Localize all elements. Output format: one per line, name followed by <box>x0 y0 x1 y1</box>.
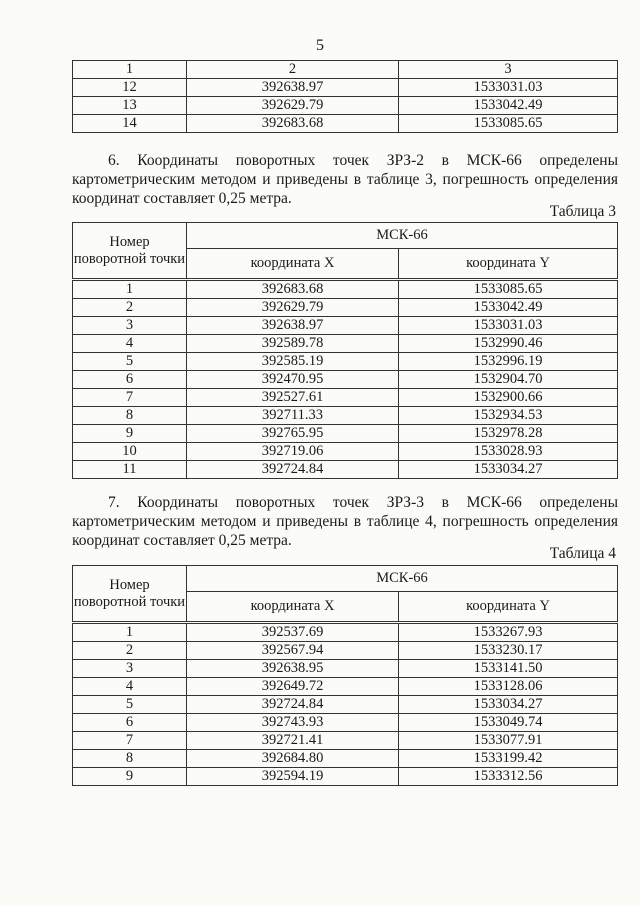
table-row <box>73 660 618 678</box>
coord-y-cell: 1533034.27 <box>399 461 618 479</box>
col-x-header: координата X <box>187 592 399 623</box>
coord-y-cell: 1533312.56 <box>399 768 618 786</box>
table-3 <box>72 222 618 479</box>
coord-y-cell: 1532996.19 <box>399 353 618 371</box>
coord-y-cell: 1533077.91 <box>399 732 618 750</box>
table-row <box>73 678 618 696</box>
point-number-cell: 3 <box>73 660 187 678</box>
coord-x-cell: 392683.68 <box>187 280 399 299</box>
table-row <box>73 443 618 461</box>
coord-x-cell: 392585.19 <box>187 353 399 371</box>
coord-x-cell: 392683.68 <box>187 115 399 133</box>
point-number-cell: 1 <box>73 623 187 642</box>
coord-y-cell: 1533085.65 <box>399 280 618 299</box>
point-number-cell: 11 <box>73 461 187 479</box>
coord-x-cell: 392567.94 <box>187 642 399 660</box>
point-number-cell: 4 <box>73 678 187 696</box>
table-body <box>73 61 618 133</box>
header-cell: 3 <box>399 61 618 79</box>
table-row <box>73 299 618 317</box>
coord-x-cell: 392527.61 <box>187 389 399 407</box>
point-number-cell: 7 <box>73 732 187 750</box>
point-number-cell: 8 <box>73 750 187 768</box>
table-row <box>73 97 618 115</box>
coord-y-cell: 1532904.70 <box>399 371 618 389</box>
table-row <box>73 389 618 407</box>
point-number-cell: 4 <box>73 335 187 353</box>
coord-y-cell: 1532934.53 <box>399 407 618 425</box>
coord-x-cell: 392721.41 <box>187 732 399 750</box>
point-number-cell: 6 <box>73 371 187 389</box>
coord-x-cell: 392724.84 <box>187 461 399 479</box>
col-point-header: Номер поворотной точки <box>73 223 187 280</box>
table-4 <box>72 565 618 786</box>
coord-x-cell: 392629.79 <box>187 97 399 115</box>
coord-x-cell: 392589.78 <box>187 335 399 353</box>
coord-y-cell: 1533230.17 <box>399 642 618 660</box>
coord-x-cell: 392711.33 <box>187 407 399 425</box>
table-row <box>73 461 618 479</box>
col-group-header: МСК-66 <box>187 223 618 249</box>
table-row <box>73 642 618 660</box>
header-row <box>73 61 618 79</box>
point-number-cell: 9 <box>73 768 187 786</box>
section-7-paragraph <box>72 493 618 550</box>
coord-x-cell: 392724.84 <box>187 696 399 714</box>
point-number-cell: 6 <box>73 714 187 732</box>
table-row <box>73 335 618 353</box>
coord-y-cell: 1533049.74 <box>399 714 618 732</box>
table-row <box>73 407 618 425</box>
table-row <box>73 750 618 768</box>
coord-y-cell: 1533028.93 <box>399 443 618 461</box>
coord-y-cell: 1533042.49 <box>399 97 618 115</box>
coord-y-cell: 1533267.93 <box>399 623 618 642</box>
point-number-cell: 14 <box>73 115 187 133</box>
table-continuation <box>72 60 618 133</box>
section-7-text: 7. Координаты поворотных точек ЗРЗ-3 в МСК-66 определены картометрическим методом и приведены в таблице 4, погрешность определения координат составляет 0,25 метра. <box>72 494 618 549</box>
point-number-cell: 5 <box>73 696 187 714</box>
coord-y-cell: 1533199.42 <box>399 750 618 768</box>
col-y-header: координата Y <box>399 249 618 280</box>
header-cell: 1 <box>73 61 187 79</box>
coord-y-cell: 1533141.50 <box>399 660 618 678</box>
table-4-caption: Таблица 4 <box>549 545 616 562</box>
coord-x-cell: 392638.97 <box>187 317 399 335</box>
table-row <box>73 425 618 443</box>
point-number-cell: 9 <box>73 425 187 443</box>
col-point-header: Номер поворотной точки <box>73 566 187 623</box>
table-row <box>73 79 618 97</box>
point-number-cell: 3 <box>73 317 187 335</box>
coord-x-cell: 392594.19 <box>187 768 399 786</box>
table-body <box>73 280 618 479</box>
header-cell: 2 <box>187 61 399 79</box>
table-row <box>73 714 618 732</box>
point-number-cell: 10 <box>73 443 187 461</box>
table-3-caption: Таблица 3 <box>549 203 616 220</box>
coord-x-cell: 392638.95 <box>187 660 399 678</box>
coord-x-cell: 392537.69 <box>187 623 399 642</box>
coord-x-cell: 392629.79 <box>187 299 399 317</box>
point-number-cell: 7 <box>73 389 187 407</box>
section-6-paragraph <box>72 151 618 208</box>
coord-x-cell: 392765.95 <box>187 425 399 443</box>
table-row <box>73 280 618 299</box>
coord-y-cell: 1533031.03 <box>399 79 618 97</box>
coord-y-cell: 1532900.66 <box>399 389 618 407</box>
table-row <box>73 371 618 389</box>
table-row <box>73 353 618 371</box>
coord-y-cell: 1533042.49 <box>399 299 618 317</box>
point-number-cell: 2 <box>73 642 187 660</box>
coord-x-cell: 392719.06 <box>187 443 399 461</box>
coord-x-cell: 392743.93 <box>187 714 399 732</box>
coord-y-cell: 1533031.03 <box>399 317 618 335</box>
table-row <box>73 623 618 642</box>
table-row <box>73 732 618 750</box>
table-row <box>73 115 618 133</box>
table-body <box>73 623 618 786</box>
section-6-text: 6. Координаты поворотных точек ЗРЗ-2 в МСК-66 определены картометрическим методом и приведены в таблице 3, погрешность определения координат составляет 0,25 метра. <box>72 152 618 207</box>
coord-x-cell: 392470.95 <box>187 371 399 389</box>
coord-y-cell: 1533128.06 <box>399 678 618 696</box>
coord-y-cell: 1532978.28 <box>399 425 618 443</box>
table-row <box>73 696 618 714</box>
point-number-cell: 12 <box>73 79 187 97</box>
point-number-cell: 13 <box>73 97 187 115</box>
table-row <box>73 768 618 786</box>
coord-y-cell: 1532990.46 <box>399 335 618 353</box>
point-number-cell: 5 <box>73 353 187 371</box>
point-number-cell: 1 <box>73 280 187 299</box>
table-row <box>73 317 618 335</box>
point-number-cell: 8 <box>73 407 187 425</box>
coord-y-cell: 1533085.65 <box>399 115 618 133</box>
page-number: 5 <box>316 37 324 54</box>
coord-y-cell: 1533034.27 <box>399 696 618 714</box>
coord-x-cell: 392684.80 <box>187 750 399 768</box>
col-group-header: МСК-66 <box>187 566 618 592</box>
coord-x-cell: 392638.97 <box>187 79 399 97</box>
col-y-header: координата Y <box>399 592 618 623</box>
point-number-cell: 2 <box>73 299 187 317</box>
coord-x-cell: 392649.72 <box>187 678 399 696</box>
col-x-header: координата X <box>187 249 399 280</box>
